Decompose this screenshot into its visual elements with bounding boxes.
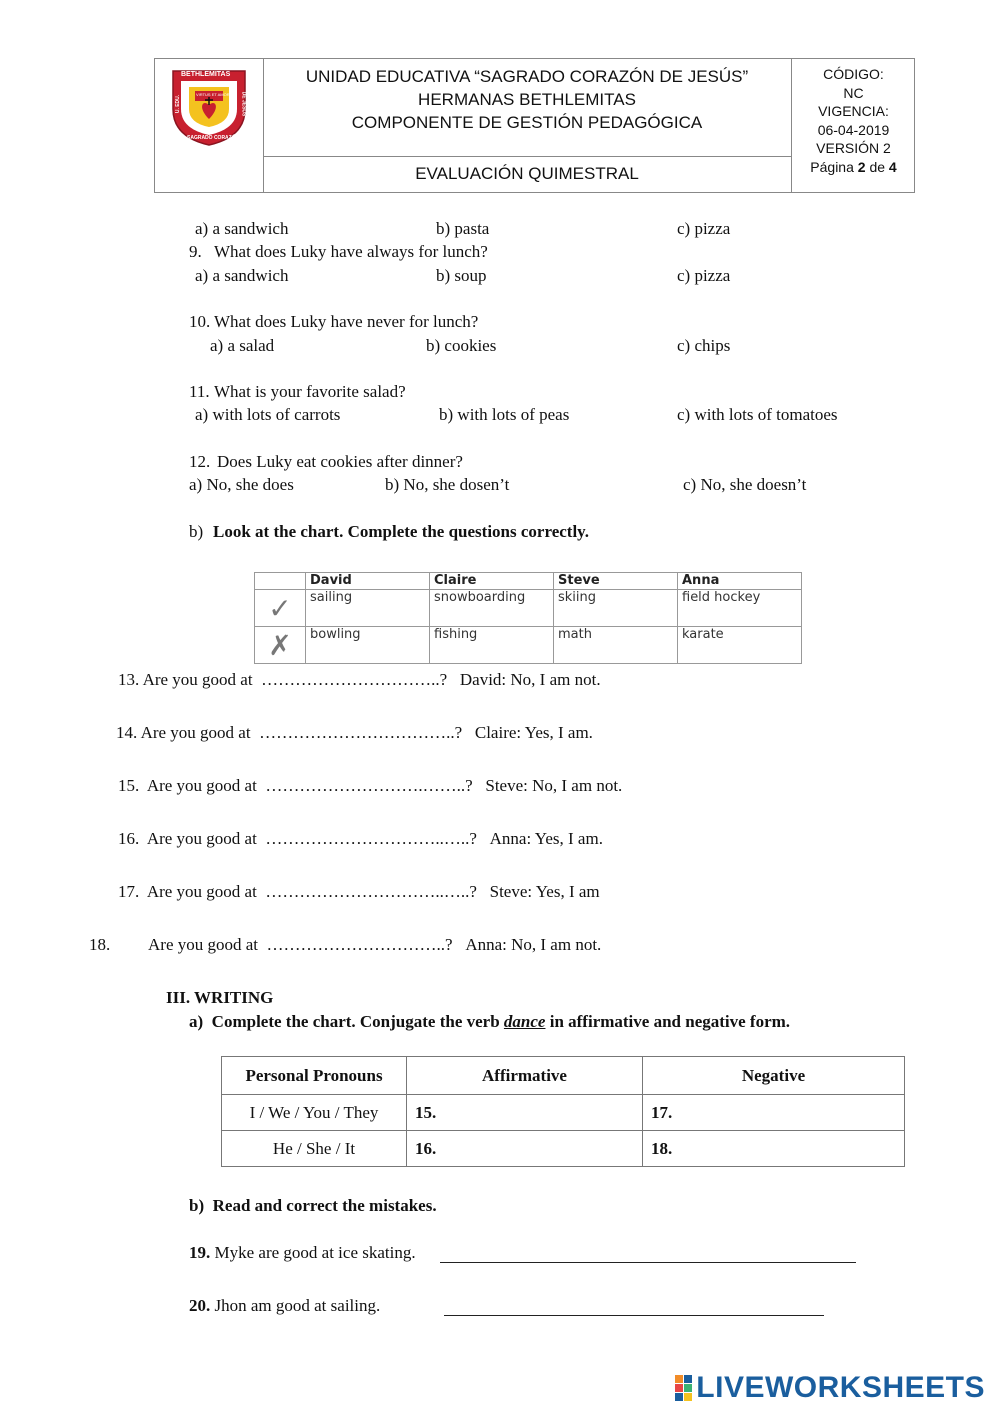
answer-blank[interactable]: …………………………..…..? bbox=[265, 829, 477, 848]
option-c: c) chips bbox=[677, 336, 731, 355]
answer-cell[interactable]: 17. bbox=[643, 1095, 905, 1131]
answer-cell[interactable]: 16. bbox=[407, 1131, 643, 1167]
option-a: a) a sandwich bbox=[195, 219, 289, 238]
table-header: Affirmative bbox=[407, 1057, 643, 1095]
answer-blank[interactable]: ……………………………..? bbox=[259, 723, 463, 742]
option-b: b) pasta bbox=[436, 219, 490, 238]
brand-text: LIVEWORKSHEETS bbox=[696, 1371, 985, 1404]
question-number: 18. bbox=[89, 935, 111, 954]
code-value: NC bbox=[843, 84, 864, 101]
order-name: HERMANAS BETHLEMITAS bbox=[418, 90, 636, 109]
question-text: What does Luky have always for lunch? bbox=[214, 242, 488, 261]
chart-cell: field hockey bbox=[678, 590, 802, 627]
liveworksheets-icon bbox=[675, 1375, 692, 1401]
writing-instruction-a: a) Complete the chart. Conjugate the verb dance in affirmative and negative form. bbox=[189, 1012, 791, 1031]
fill-question: 13. Are you good at …………………………..? David: No, I am not. bbox=[118, 670, 601, 689]
section-instruction: Look at the chart. Complete the questions correctly. bbox=[213, 522, 589, 541]
table-row bbox=[222, 1131, 905, 1167]
section-letter: b) bbox=[189, 522, 204, 541]
option-b: b) cookies bbox=[426, 336, 497, 355]
option-b: b) No, she dosen’t bbox=[385, 475, 510, 494]
code-label: CÓDIGO: bbox=[823, 66, 884, 82]
option-a: a) a salad bbox=[210, 336, 275, 355]
document-header bbox=[154, 58, 915, 193]
component-name: COMPONENTE DE GESTIÓN PEDAGÓGICA bbox=[351, 113, 703, 132]
logo-top-text: BETHLEMITAS bbox=[181, 71, 231, 78]
option-c: c) with lots of tomatoes bbox=[677, 405, 838, 424]
option-a: a) No, she does bbox=[189, 475, 294, 494]
chart-cell: skiing bbox=[554, 590, 678, 627]
question-number: 12. bbox=[189, 452, 211, 471]
option-a: a) with lots of carrots bbox=[195, 405, 341, 424]
chart-header: Claire bbox=[430, 573, 554, 590]
question-text: Does Luky eat cookies after dinner? bbox=[217, 452, 463, 471]
validity-label: VIGENCIA: bbox=[818, 103, 889, 119]
logo-right-text: DE JESUS bbox=[240, 91, 247, 117]
answer-line[interactable] bbox=[440, 1262, 856, 1263]
check-icon: ✓ bbox=[255, 590, 306, 627]
answer-blank[interactable]: ……………………….……..? bbox=[265, 776, 473, 795]
fill-question: 17. Are you good at …………………………..…..? Steve: Yes, I am bbox=[118, 882, 600, 901]
table-header: Personal Pronouns bbox=[222, 1057, 407, 1095]
logo-band-text: VIRTUS ET AMORIS bbox=[196, 92, 234, 97]
pronoun-cell: He / She / It bbox=[222, 1131, 407, 1167]
chart-cell: fishing bbox=[430, 627, 554, 664]
answer-cell[interactable]: 18. bbox=[643, 1131, 905, 1167]
fill-question: 14. Are you good at ……………………………..? Claire: Yes, I am. bbox=[116, 723, 593, 742]
target-verb: dance bbox=[503, 1012, 546, 1031]
validity-date: 06-04-2019 bbox=[817, 121, 890, 138]
chart-header: Steve bbox=[554, 573, 678, 590]
pronoun-cell: I / We / You / They bbox=[222, 1095, 407, 1131]
section-title: III. WRITING bbox=[166, 988, 274, 1007]
option-c: c) pizza bbox=[677, 266, 731, 285]
chart-cell: bowling bbox=[306, 627, 430, 664]
cross-icon: ✗ bbox=[255, 627, 306, 664]
option-a: a) a sandwich bbox=[195, 266, 289, 285]
logo-left-text: U. EDU. bbox=[175, 94, 182, 114]
writing-instruction-b: b) Read and correct the mistakes. bbox=[189, 1196, 437, 1215]
chart-header: David bbox=[306, 573, 430, 590]
fill-question: Are you good at …………………………..? Anna: No, I am not. bbox=[148, 935, 602, 954]
answer-line[interactable] bbox=[444, 1315, 824, 1316]
answer-blank[interactable]: …………………………..? bbox=[266, 935, 453, 954]
logo-bottom-text: SAGRADO CORAZÓN bbox=[187, 135, 240, 141]
question-number: 11. bbox=[189, 382, 210, 401]
correction-item: 20. Jhon am good at sailing. bbox=[189, 1296, 381, 1315]
chart-cell: karate bbox=[678, 627, 802, 664]
chart-cell: sailing bbox=[306, 590, 430, 627]
answer-cell[interactable]: 15. bbox=[407, 1095, 643, 1131]
question-text: What is your favorite salad? bbox=[214, 382, 406, 401]
sports-chart bbox=[254, 572, 802, 664]
fill-question: 16. Are you good at …………………………..…..? Anna: Yes, I am. bbox=[118, 829, 603, 848]
option-c: c) No, she doesn’t bbox=[683, 475, 807, 494]
chart-cell: math bbox=[554, 627, 678, 664]
answer-blank[interactable]: …………………………..? bbox=[261, 670, 448, 689]
question-text: What does Luky have never for lunch? bbox=[214, 312, 479, 331]
institution-name: UNIDAD EDUCATIVA “SAGRADO CORAZÓN DE JESÚS” bbox=[305, 67, 749, 86]
question-number: 10. bbox=[189, 312, 211, 331]
table-row bbox=[222, 1095, 905, 1131]
option-b: b) with lots of peas bbox=[439, 405, 570, 424]
table-header: Negative bbox=[643, 1057, 905, 1095]
option-b: b) soup bbox=[436, 266, 487, 285]
fill-question: 15. Are you good at ……………………….……..? Steve: No, I am not. bbox=[118, 776, 623, 795]
option-c: c) pizza bbox=[677, 219, 731, 238]
conjugation-table bbox=[221, 1056, 905, 1167]
question-number: 9. bbox=[189, 242, 202, 261]
school-logo bbox=[167, 65, 251, 147]
exam-title: EVALUACIÓN QUIMESTRAL bbox=[415, 164, 639, 183]
liveworksheets-logo bbox=[675, 1371, 985, 1405]
page-indicator: Página 2 de 4 bbox=[810, 158, 897, 175]
chart-header: Anna bbox=[678, 573, 802, 590]
answer-blank[interactable]: …………………………..…..? bbox=[265, 882, 477, 901]
correction-item: 19. Myke are good at ice skating. bbox=[189, 1243, 416, 1262]
version-label: VERSIÓN 2 bbox=[816, 140, 891, 156]
chart-cell: snowboarding bbox=[430, 590, 554, 627]
